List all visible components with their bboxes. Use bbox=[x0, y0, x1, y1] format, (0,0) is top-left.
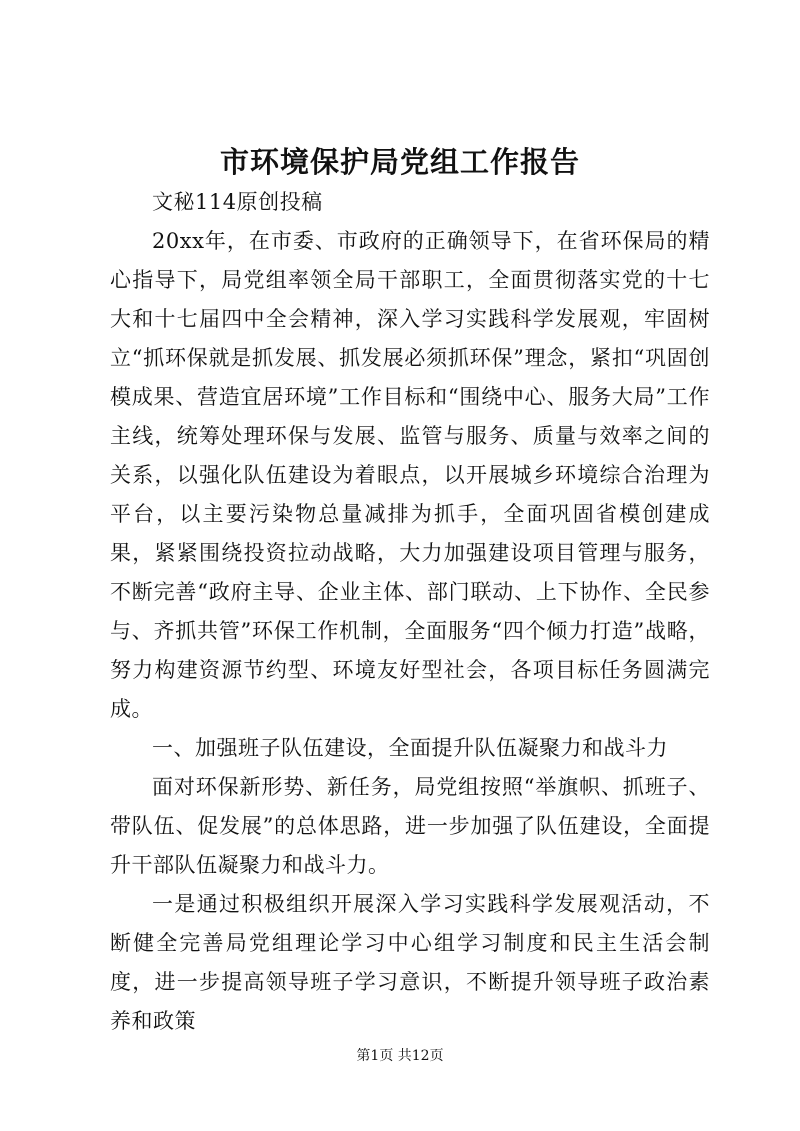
section-heading: 一、加强班子队伍建设，全面提升队伍凝聚力和战斗力 bbox=[152, 736, 668, 760]
page-number-footer: 第1页 共12页 bbox=[356, 1048, 444, 1064]
intro-paragraph: 20xx年，在市委、市政府的正确领导下，在省环保局的精心指导下，局党组率领全局干部职工，全面贯彻落实党的十七大和十七届四中全会精神，深入学习实践科学发展观，牢固树立“抓环保就是抓发展、抓发展必须抓环保”理念，紧扣“巩固创模成果、营造宜居环境”工作目标和“围绕中心、服务大局”工作主线，统筹处理环保与发展、监管与服务、质量与效率之间的关系，以强化队伍建设为着眼点，以开展城乡环境综合治理为平台，以主要污染物总量减排为抓手，全面巩固省模创建成果，紧紧围绕投资拉动战略，大力加强建设项目管理与服务，不断完善“政府主导、企业主体、部门联动、上下协作、全民参与、齐抓共管”环保工作机制，全面服务“四个倾力打造”战略，努力构建资源节约型、环境友好型社会，各项目标任务圆满完成。 bbox=[110, 229, 710, 721]
document-body bbox=[110, 183, 710, 1041]
document-title: 市环境保护局党组工作报告 bbox=[219, 145, 580, 179]
body-paragraph: 一是通过积极组织开展深入学习实践科学发展观活动，不断健全完善局党组理论学习中心组学习制度和民主生活会制度，进一步提高领导班子学习意识，不断提升领导班子政治素养和政策 bbox=[110, 892, 710, 1033]
byline-paragraph: 文秘114原创投稿 bbox=[152, 190, 323, 214]
body-paragraph: 面对环保新形势、新任务，局党组按照“举旗帜、抓班子、带队伍、促发展”的总体思路，进一步加强了队伍建设，全面提升干部队伍凝聚力和战斗力。 bbox=[110, 775, 710, 877]
